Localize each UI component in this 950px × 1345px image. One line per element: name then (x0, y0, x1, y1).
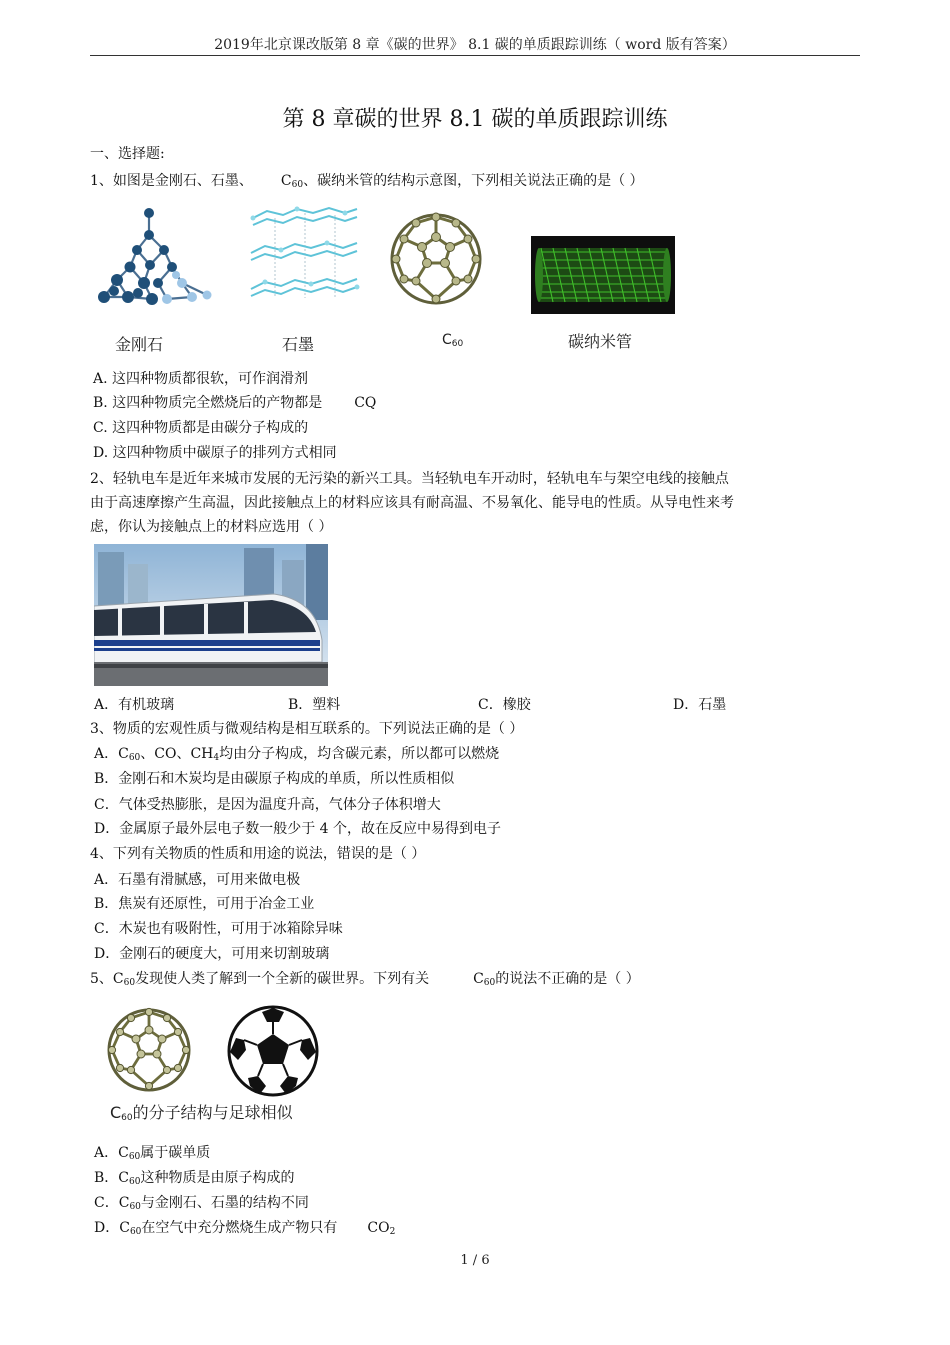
q2-stem-line1: 2、轻轨电车是近年来城市发展的无污染的新兴工具。当轻轨电车开动时，轻轨电车与架空电线的接触点 (90, 471, 729, 487)
q1-stem-c: C (280, 173, 292, 189)
nanotube-structure-figure (531, 236, 675, 314)
light-rail-train-photo (94, 544, 328, 686)
q5-option-c-part2: 与金刚石、石墨的结构不同 (140, 1195, 309, 1211)
q1-option-d: D. 这四种物质中碳原子的排列方式相同 (93, 445, 337, 461)
q5-option-a-part1: A．C (94, 1145, 129, 1161)
q5-option-b-part1: B．C (94, 1170, 129, 1186)
q5-option-d-sub2: 2 (389, 1227, 396, 1237)
q1-option-c: C. 这四种物质都是由碳分子构成的 (93, 420, 309, 436)
header-divider (90, 55, 860, 56)
q3-option-c: C．气体受热膨胀，是因为温度升高，气体分子体积增大 (94, 797, 441, 813)
q4-option-d: D．金刚石的硬度大，可用来切割玻璃 (94, 946, 330, 962)
q5-option-d-co: CO (367, 1220, 390, 1236)
q5-option-a (94, 1144, 210, 1166)
q5-option-b (94, 1169, 294, 1191)
caption-nanotube: 碳纳米管 (568, 332, 633, 351)
q2-stem-line2: 由于高速摩擦产生高温，因此接触点上的材料应该具有耐高温、不易氧化、能导电的性质。从导电性来考 (90, 495, 734, 511)
q2-option-c: C．橡胶 (478, 697, 531, 713)
q5-option-d-part2: 在空气中充分燃烧生成产物只有 (141, 1220, 338, 1236)
c60-soccer-caption (110, 1100, 293, 1123)
q5-option-d-sub: 60 (129, 1227, 142, 1237)
q5-option-d-part1: D．C (94, 1220, 130, 1236)
q4-option-c: C．木炭也有吸附性，可用于冰箱除异味 (94, 921, 343, 937)
q3-stem: 3、物质的宏观性质与微观结构是相互联系的。下列说法正确的是（ ） (90, 721, 524, 737)
diamond-structure-figure (92, 205, 217, 310)
c60-structure-figure (384, 207, 489, 312)
q4-option-a: A．石墨有滑腻感，可用来做电极 (94, 872, 301, 888)
q5-option-c-sub: 60 (129, 1202, 141, 1212)
q5-option-d (94, 1219, 395, 1241)
caption-diamond: 金刚石 (115, 335, 164, 354)
q1-option-b-text: B. 这四种物质完全燃烧后的产物都是 (93, 395, 323, 411)
caption-c60 (442, 332, 463, 349)
q2-option-d: D．石墨 (673, 697, 727, 713)
caption-c60-letter: C (442, 332, 452, 348)
q3-option-a-part2: 、CO、CH (140, 746, 214, 762)
c60-soccer-caption-text: 的分子结构与足球相似 (132, 1103, 293, 1122)
graphite-structure-figure (245, 203, 363, 311)
q4-stem: 4、下列有关物质的性质和用途的说法，错误的是（ ） (90, 846, 426, 862)
q3-option-b: B．金刚石和木炭均是由碳原子构成的单质，所以性质相似 (94, 771, 455, 787)
q1-option-b-value: CQ (354, 395, 377, 411)
q3-option-a-part1: A．C (94, 746, 129, 762)
q5-stem-sub2: 60 (483, 978, 496, 988)
q4-option-b: B．焦炭有还原性，可用于冶金工业 (94, 896, 315, 912)
caption-graphite: 石墨 (282, 335, 315, 354)
q5-stem-part2: 发现使人类了解到一个全新的碳世界。下列有关 (135, 971, 430, 987)
q5-stem-part4: 的说法不正确的是（ ） (495, 971, 640, 987)
q3-option-a-part3: 均由分子构成，均含碳元素，所以都可以燃烧 (219, 746, 500, 762)
q2-option-a: A．有机玻璃 (94, 697, 175, 713)
q5-option-a-part2: 属于碳单质 (140, 1145, 211, 1161)
q5-stem-part1: 5、C (90, 971, 124, 987)
section-heading: 一、选择题: (90, 146, 165, 162)
q5-option-c (94, 1194, 309, 1216)
q1-stem-text-c: 、碳纳米管的结构示意图，下列相关说法正确的是（ ） (303, 173, 644, 189)
q5-option-b-sub: 60 (129, 1177, 141, 1187)
q2-option-b: B．塑料 (288, 697, 341, 713)
q1-stem-text-a: 1、如图是金刚石、石墨、 (90, 173, 253, 189)
q3-option-a-sub2: 4 (213, 753, 220, 763)
q1-option-a: A. 这四种物质都很软，可作润滑剂 (93, 371, 309, 387)
q2-stem-line3: 虑，你认为接触点上的材料应选用（ ） (90, 519, 333, 535)
page-number: 1 / 6 (460, 1253, 490, 1268)
q3-option-a (94, 745, 499, 767)
q5-stem (90, 970, 640, 992)
q5-option-b-part2: 这种物质是由原子构成的 (140, 1170, 295, 1186)
q5-stem-part3: C (473, 971, 484, 987)
q1-option-b (93, 394, 376, 412)
soccer-ball-figure (226, 1004, 320, 1098)
c60-soccer-caption-sub: 60 (121, 1113, 133, 1123)
c60-molecule-figure (100, 1004, 198, 1096)
q5-option-a-sub: 60 (128, 1152, 141, 1162)
running-header: 2019年北京课改版第 8 章《碳的世界》 8.1 碳的单质跟踪训练（ word 版有答案） (214, 37, 736, 53)
caption-c60-sub: 60 (451, 339, 464, 349)
q1-stem (90, 172, 644, 194)
q5-stem-sub1: 60 (123, 978, 136, 988)
page-title: 第 8 章碳的世界 8.1 碳的单质跟踪训练 (282, 107, 668, 132)
c60-soccer-caption-c: C (110, 1103, 122, 1122)
q1-stem-sub: 60 (291, 180, 304, 190)
q5-option-c-part1: C．C (94, 1195, 130, 1211)
q3-option-a-sub1: 60 (128, 753, 141, 763)
q3-option-d: D．金属原子最外层电子数一般少于 4 个，故在反应中易得到电子 (94, 821, 502, 837)
